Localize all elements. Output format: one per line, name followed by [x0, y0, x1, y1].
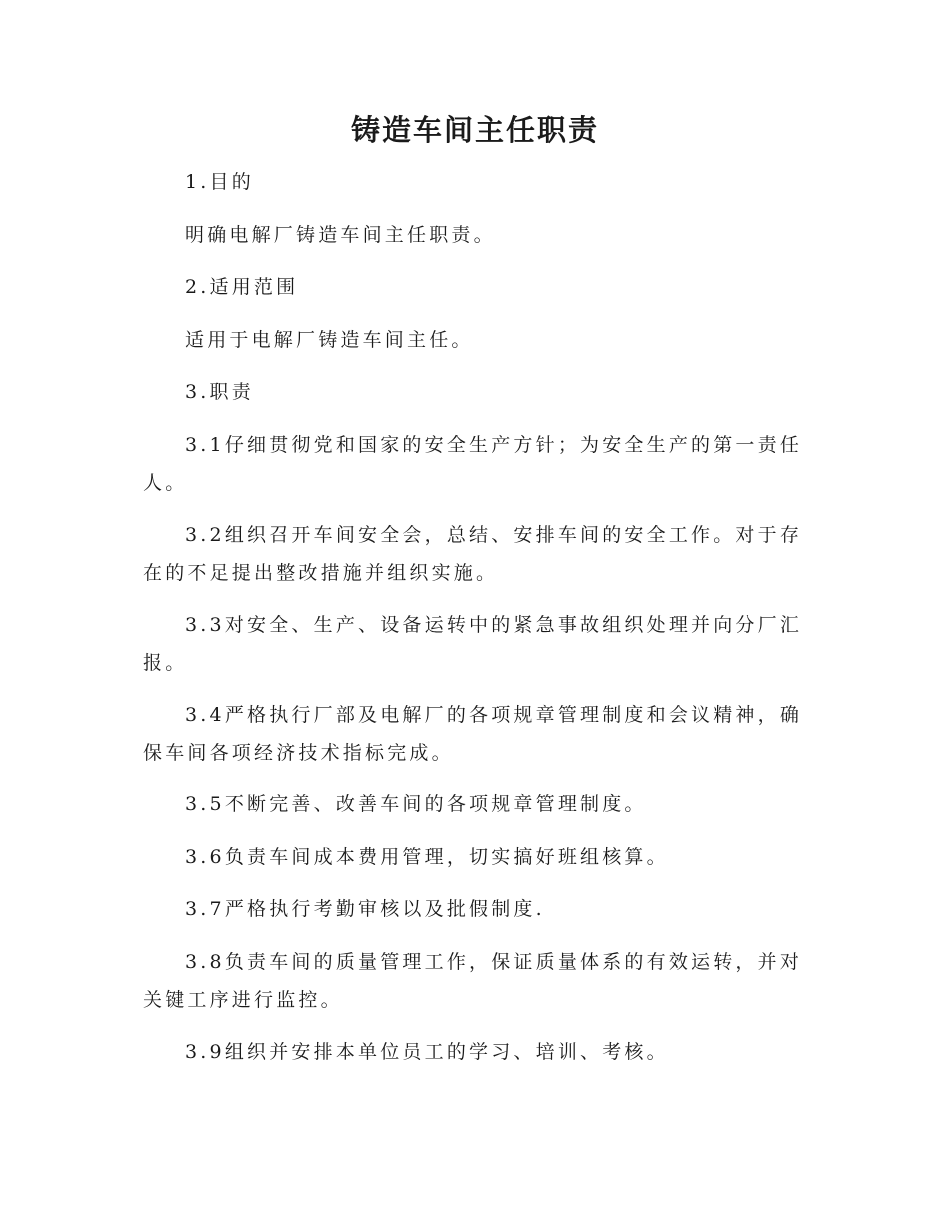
document-title: 铸造车间主任职责	[350, 113, 599, 147]
paragraph: 3.1仔细贯彻党和国家的安全生产方针；为安全生产的第一责任人。	[143, 434, 803, 494]
paragraph: 3.8负责车间的质量管理工作，保证质量体系的有效运转，并对关键工序进行监控。	[143, 951, 803, 1011]
paragraph: 适用于电解厂铸造车间主任。	[185, 329, 474, 351]
paragraph: 3.3对安全、生产、设备运转中的紧急事故组织处理并向分厂汇报。	[143, 614, 803, 674]
paragraph: 2.适用范围	[185, 276, 299, 298]
paragraph: 3.6负责车间成本费用管理，切实搞好班组核算。	[185, 846, 669, 868]
paragraph: 3.9组织并安排本单位员工的学习、培训、考核。	[185, 1041, 669, 1063]
paragraph: 3.2组织召开车间安全会，总结、安排车间的安全工作。对于存在的不足提出整改措施并组织实施。	[143, 524, 803, 584]
paragraph: 3.5不断完善、改善车间的各项规章管理制度。	[185, 793, 647, 815]
paragraph: 3.7严格执行考勤审核以及批假制度.	[185, 898, 545, 920]
paragraph: 3.4严格执行厂部及电解厂的各项规章管理制度和会议精神，确保车间各项经济技术指标完成。	[143, 704, 803, 764]
paragraph: 明确电解厂铸造车间主任职责。	[185, 224, 496, 246]
paragraph: 3.职责	[185, 381, 254, 403]
paragraph: 1.目的	[185, 171, 254, 193]
